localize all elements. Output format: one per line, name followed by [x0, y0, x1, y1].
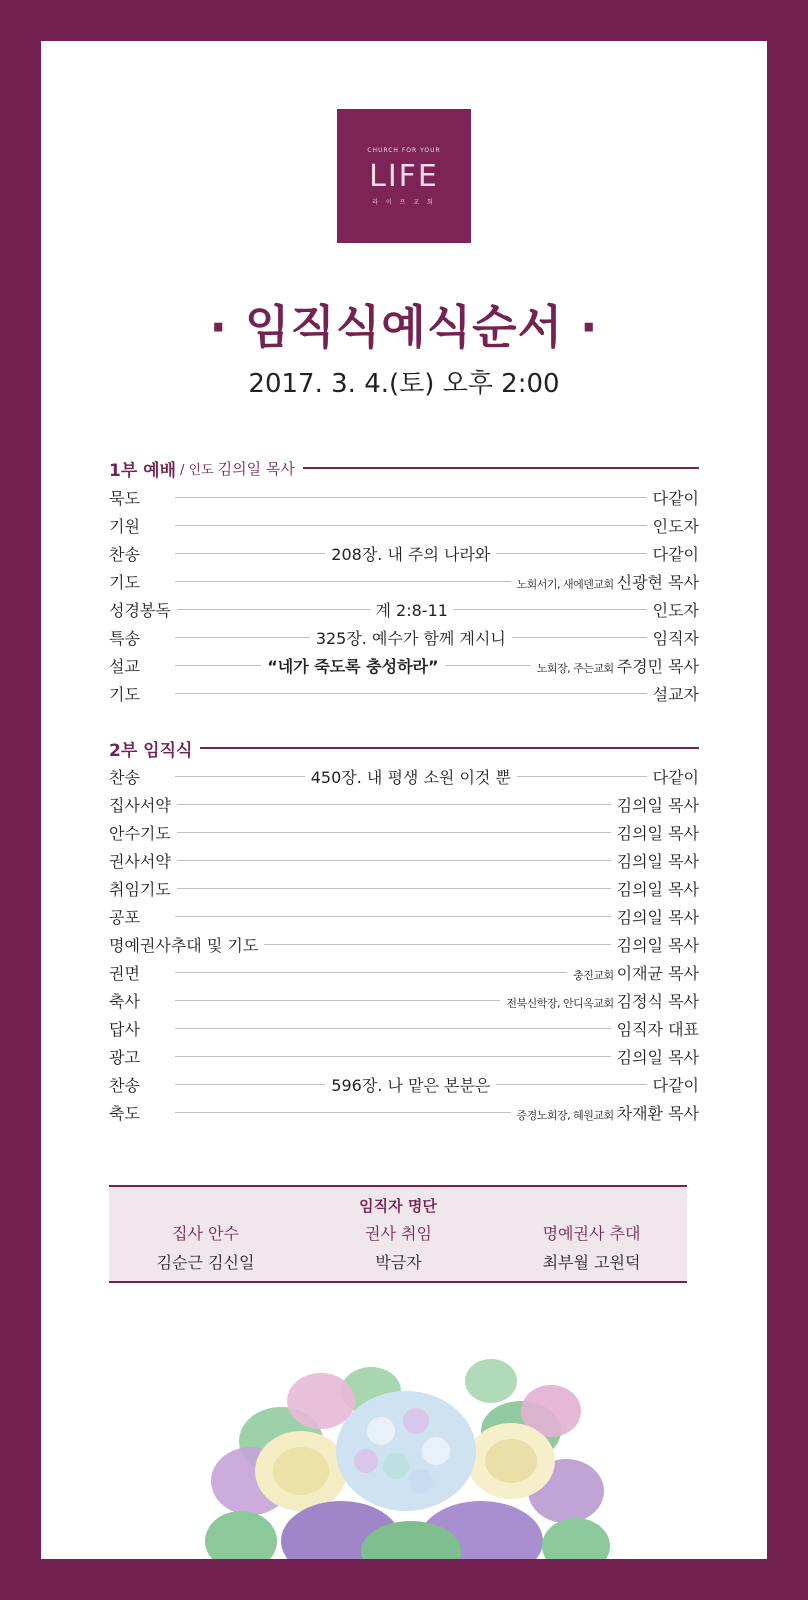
- dotted-leader-line: [445, 665, 531, 666]
- row-person: [617, 877, 699, 900]
- row-person-note: 노회장, 주는교회: [536, 661, 617, 675]
- dotted-leader-line: [175, 1112, 511, 1113]
- row-person-name: 다같이: [652, 544, 700, 564]
- dotted-leader-line: [496, 1084, 646, 1085]
- row-label: 설교: [109, 656, 140, 676]
- page-title: · 임직식예식순서 ·: [209, 300, 599, 354]
- row-person-name: 다같이: [652, 767, 700, 787]
- program-row: [109, 790, 699, 818]
- appointee-people: 김순근 김신일: [156, 1253, 255, 1272]
- row-label: 특송: [109, 628, 140, 648]
- row-person-name: 주경민 목사: [616, 656, 699, 676]
- row-person-name: 인도자: [652, 516, 699, 536]
- appointee-group: [302, 1221, 495, 1273]
- logo-name: LIFE: [369, 159, 439, 194]
- event-date: 2017. 3. 4.(토) 오후 2:00: [248, 369, 560, 399]
- row-label: 공포: [109, 907, 140, 927]
- dotted-leader-line: [175, 1028, 611, 1029]
- row-detail: 계 2:8-11: [375, 600, 448, 620]
- program-row: [109, 846, 699, 874]
- appointee-role: 명예권사 추대: [542, 1224, 641, 1243]
- row-person-name: 임직자: [652, 628, 699, 648]
- row-detail: 208장. 내 주의 나라와: [331, 544, 491, 564]
- program-row: [109, 483, 699, 511]
- part1-leader: 김의일 목사: [217, 459, 295, 478]
- appointee-group: [495, 1221, 688, 1273]
- appointee-group: [109, 1221, 302, 1273]
- appointee-panel: [109, 1185, 687, 1283]
- row-person: [653, 626, 699, 649]
- dotted-leader-line: [175, 525, 647, 526]
- row-person-name: 신광현 목사: [616, 572, 699, 592]
- program-row: [109, 874, 699, 902]
- dotted-leader-line: [496, 553, 646, 554]
- row-person: [653, 765, 699, 788]
- row-person: [617, 1045, 699, 1068]
- part1-sub: / 인도: [180, 462, 214, 478]
- row-label: 기도: [109, 572, 140, 592]
- appointee-role: 집사 안수: [172, 1224, 239, 1243]
- row-detail: 596장. 나 맡은 본분은: [331, 1075, 491, 1095]
- dotted-leader-line: [177, 832, 611, 833]
- dotted-leader-line: [177, 860, 611, 861]
- flower-bouquet-illustration: [191, 1321, 611, 1559]
- row-person-name: 김의일 목사: [616, 935, 699, 955]
- row-person-note: 충진교회: [573, 968, 617, 982]
- dotted-leader-line: [175, 972, 567, 973]
- row-person-name: 김의일 목사: [616, 823, 699, 843]
- program-row: [109, 818, 699, 846]
- row-person-name: 김의일 목사: [616, 1047, 699, 1067]
- dotted-leader-line: [175, 637, 310, 638]
- row-person: [517, 1101, 700, 1124]
- row-label: 명예권사추대 및 기도: [109, 935, 259, 955]
- dotted-leader-line: [175, 581, 511, 582]
- row-label: 찬송: [109, 544, 140, 564]
- row-person-name: 김정식 목사: [616, 991, 699, 1011]
- dotted-leader-line: [175, 693, 647, 694]
- row-person-note: 전북신학장, 안디옥교회: [506, 996, 617, 1010]
- program-row: [109, 539, 699, 567]
- dotted-leader-line: [175, 776, 305, 777]
- row-person: [653, 542, 699, 565]
- part1-heading: [109, 455, 699, 481]
- program-row: [109, 902, 699, 930]
- part2-name: 2부 임직식: [109, 740, 193, 761]
- row-person-name: 김의일 목사: [616, 851, 699, 871]
- row-person-name: 다같이: [652, 488, 699, 508]
- logo-korean: 라 이 프 교 회: [372, 199, 436, 206]
- program-row: [109, 651, 699, 679]
- dotted-leader-line: [175, 1000, 500, 1001]
- dotted-leader-line: [512, 637, 647, 638]
- dotted-leader-line: [175, 916, 611, 917]
- dotted-leader-line: [177, 804, 611, 805]
- row-person-name: 설교자: [652, 684, 699, 704]
- dotted-leader-line: [517, 776, 647, 777]
- row-label: 찬송: [109, 1075, 140, 1095]
- row-person-name: 김의일 목사: [616, 907, 699, 927]
- program-row: [109, 958, 699, 986]
- row-person: [617, 933, 699, 956]
- dotted-leader-line: [264, 944, 610, 945]
- program-row: [109, 679, 699, 707]
- row-person: [653, 682, 699, 705]
- row-person: [653, 1073, 699, 1096]
- row-person-name: 다같이: [652, 1075, 700, 1095]
- program-row: [109, 1070, 699, 1098]
- dotted-leader-line: [175, 1056, 611, 1057]
- row-label: 축사: [109, 991, 140, 1011]
- row-person-name: 인도자: [652, 600, 700, 620]
- program-row: [109, 1098, 699, 1126]
- row-person: [653, 486, 699, 509]
- dotted-leader-line: [177, 888, 611, 889]
- row-label: 권사서약: [109, 851, 171, 871]
- row-person-name: 차재환 목사: [616, 1103, 699, 1123]
- program-row: [109, 511, 699, 539]
- row-label: 안수기도: [109, 823, 171, 843]
- dotted-leader-line: [175, 1084, 325, 1085]
- part1-rule: [303, 467, 699, 469]
- row-label: 묵도: [109, 488, 140, 508]
- church-logo: [337, 109, 471, 243]
- row-label: 찬송: [109, 767, 140, 787]
- dotted-leader-line: [175, 665, 261, 666]
- part1-name: 1부 예배: [109, 460, 177, 481]
- row-label: 기원: [109, 516, 140, 536]
- appointee-role: 권사 취임: [365, 1224, 432, 1243]
- row-detail: 325장. 예수가 함께 계시니: [315, 628, 506, 648]
- row-person-name: 김의일 목사: [616, 879, 699, 899]
- row-person: [617, 1017, 699, 1040]
- row-detail: “네가 죽도록 충성하라”: [267, 656, 439, 676]
- appointee-heading: 임직자 명단: [359, 1197, 437, 1215]
- row-person-name: 임직자 대표: [616, 1019, 699, 1039]
- row-person-note: 증경노회장, 혜원교회: [516, 1108, 617, 1122]
- row-person: [537, 654, 699, 677]
- program-row: [109, 762, 699, 790]
- row-person: [617, 849, 699, 872]
- row-person: [617, 821, 699, 844]
- dotted-leader-line: [177, 609, 370, 610]
- program-row: [109, 1042, 699, 1070]
- row-label: 취임기도: [109, 879, 171, 899]
- row-person: [653, 514, 699, 537]
- row-label: 광고: [109, 1047, 140, 1067]
- part2-heading: [109, 735, 699, 761]
- row-person: [506, 989, 699, 1012]
- row-label: 답사: [109, 1019, 140, 1039]
- row-person-note: 노회서기, 새에덴교회: [516, 577, 617, 591]
- dotted-leader-line: [175, 553, 325, 554]
- row-person: [653, 598, 699, 621]
- row-person: [617, 905, 699, 928]
- part2-rule: [200, 747, 699, 749]
- row-label: 축도: [109, 1103, 140, 1123]
- row-label: 권면: [109, 963, 140, 983]
- row-detail: 450장. 내 평생 소원 이것 뿐: [310, 767, 511, 787]
- appointee-people: 박금자: [375, 1253, 422, 1272]
- row-label: 기도: [109, 684, 140, 704]
- appointee-people: 최부월 고원덕: [542, 1253, 641, 1272]
- row-person: [517, 570, 700, 593]
- program-page: [41, 41, 767, 1559]
- program-row: [109, 1014, 699, 1042]
- dotted-leader-line: [175, 497, 647, 498]
- program-row: [109, 930, 699, 958]
- program-row: [109, 595, 699, 623]
- row-person-name: 이재균 목사: [616, 963, 699, 983]
- logo-tagline: CHURCH FOR YOUR: [367, 147, 441, 154]
- dotted-leader-line: [454, 609, 647, 610]
- program-row: [109, 623, 699, 651]
- row-label: 성경봉독: [109, 600, 171, 620]
- row-person: [617, 793, 699, 816]
- row-person-name: 김의일 목사: [616, 795, 699, 815]
- row-person: [573, 961, 699, 984]
- program-row: [109, 567, 699, 595]
- row-label: 집사서약: [109, 795, 171, 815]
- program-row: [109, 986, 699, 1014]
